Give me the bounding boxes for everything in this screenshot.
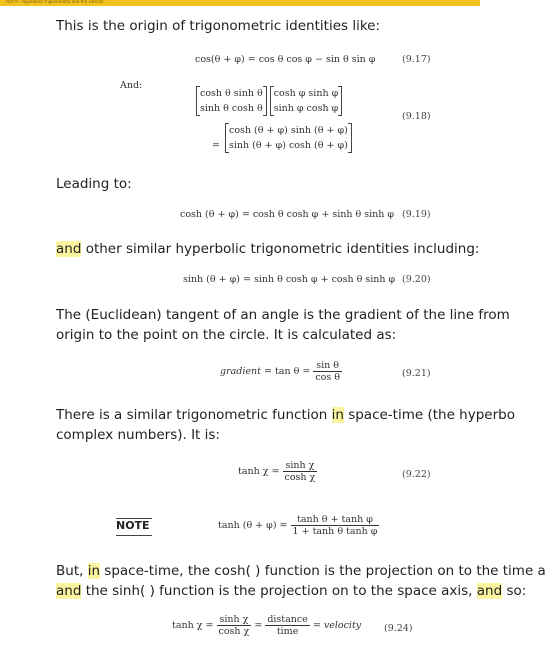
equation-tanh-addition bbox=[218, 514, 379, 537]
matrix-phi-row1: cosh φ sinh φ bbox=[273, 88, 339, 99]
matrix-sum bbox=[225, 123, 352, 153]
tanh-chi-term: tanh χ = bbox=[172, 620, 217, 631]
fraction-sin-cos bbox=[313, 360, 342, 383]
highlight-in: in bbox=[87, 563, 101, 579]
fraction-distance-time bbox=[265, 614, 310, 637]
tanh-sum-term: tanh (θ + φ) = bbox=[218, 520, 291, 531]
note-label: NOTE bbox=[116, 519, 150, 532]
equals-sign: = bbox=[251, 620, 266, 631]
matrix-theta-row2: sinh θ cosh θ bbox=[200, 103, 263, 114]
denominator: cosh χ bbox=[218, 626, 250, 637]
spacetime-paragraph-line1 bbox=[56, 560, 546, 582]
equation-number-9-17: (9.17) bbox=[402, 54, 431, 65]
equals-sign: = bbox=[212, 140, 220, 151]
text-span: space-time (the hyperbo bbox=[343, 407, 515, 423]
leading-to-paragraph: Leading to: bbox=[56, 176, 132, 192]
fraction-tanh-addition bbox=[291, 514, 380, 537]
text-span: But, bbox=[56, 563, 88, 579]
tan-term: = tan θ = bbox=[260, 366, 314, 377]
similar-identities-paragraph bbox=[56, 238, 479, 260]
numerator: distance bbox=[267, 614, 308, 625]
denominator: cos θ bbox=[315, 372, 340, 383]
tangent-paragraph-line2: origin to the point on the circle. It is calculated as: bbox=[56, 327, 397, 343]
intro-paragraph: This is the origin of trigonometric identities like: bbox=[56, 18, 381, 34]
equation-9-18-bottom bbox=[212, 123, 352, 153]
numerator: sin θ bbox=[313, 360, 342, 372]
equation-9-20: sinh (θ + φ) = sinh θ cosh φ + cosh θ sinh φ bbox=[183, 274, 396, 285]
matrix-theta bbox=[196, 86, 267, 116]
equation-9-19: cosh (θ + φ) = cosh θ cosh φ + sinh θ sinh φ bbox=[180, 209, 395, 220]
similar-function-paragraph-line1 bbox=[56, 404, 515, 426]
equation-9-24 bbox=[172, 614, 361, 637]
equation-number-9-20: (9.20) bbox=[402, 274, 431, 285]
tangent-paragraph-line1: The (Euclidean) tangent of an angle is the gradient of the line from bbox=[56, 307, 510, 323]
equation-number-9-19: (9.19) bbox=[402, 209, 431, 220]
text-span: so: bbox=[502, 583, 527, 599]
tanh-chi-term: tanh χ = bbox=[238, 466, 283, 477]
equation-number-9-22: (9.22) bbox=[402, 469, 431, 480]
and-label: And: bbox=[120, 80, 143, 91]
highlight-and: and bbox=[476, 583, 503, 599]
highlight-and: and bbox=[56, 241, 82, 257]
text-span: space-time, the cosh( ) function is the projection on to the time a bbox=[100, 563, 546, 579]
equation-9-22 bbox=[238, 460, 317, 483]
equation-number-9-24: (9.24) bbox=[384, 623, 413, 634]
denominator: time bbox=[276, 626, 299, 637]
fraction-sinh-cosh bbox=[217, 614, 252, 637]
numerator: sinh χ bbox=[217, 614, 252, 626]
highlight-and: and bbox=[56, 583, 82, 599]
equation-number-9-21: (9.21) bbox=[402, 368, 431, 379]
highlight-in: in bbox=[331, 407, 344, 423]
note-rule-bottom bbox=[116, 535, 152, 536]
equals-sign: = bbox=[309, 620, 324, 631]
spacetime-paragraph-line2 bbox=[56, 580, 526, 602]
equation-number-9-18: (9.18) bbox=[402, 111, 431, 122]
document-tab-text: Part 9 - Hyperbolic trigonometry and the Lorentz ... bbox=[6, 0, 109, 4]
matrix-phi bbox=[270, 86, 343, 116]
fraction-sinh-cosh bbox=[283, 460, 318, 483]
equation-9-18-top bbox=[196, 86, 342, 116]
gradient-term: gradient bbox=[220, 366, 261, 377]
matrix-theta-row1: cosh θ sinh θ bbox=[200, 88, 263, 99]
equation-9-21 bbox=[220, 360, 342, 383]
velocity-term: velocity bbox=[323, 620, 362, 631]
denominator: cosh χ bbox=[284, 472, 316, 483]
document-top-bar bbox=[0, 0, 480, 6]
text-span: other similar hyperbolic trigonometric identities including: bbox=[81, 241, 480, 257]
matrix-phi-row2: sinh φ cosh φ bbox=[273, 103, 339, 114]
matrix-sum-row2: sinh (θ + φ) cosh (θ + φ) bbox=[229, 140, 348, 151]
numerator: tanh θ + tanh φ bbox=[291, 514, 380, 526]
text-span: There is a similar trigonometric function bbox=[56, 407, 332, 423]
equation-9-17: cos(θ + φ) = cos θ cos φ − sin θ sin φ bbox=[195, 54, 376, 65]
matrix-sum-row1: cosh (θ + φ) sinh (θ + φ) bbox=[229, 125, 348, 136]
denominator: 1 + tanh θ tanh φ bbox=[292, 526, 378, 537]
similar-function-paragraph-line2: complex numbers). It is: bbox=[56, 427, 220, 443]
text-span: the sinh( ) function is the projection on to the space axis, bbox=[81, 583, 477, 599]
numerator: sinh χ bbox=[283, 460, 318, 472]
